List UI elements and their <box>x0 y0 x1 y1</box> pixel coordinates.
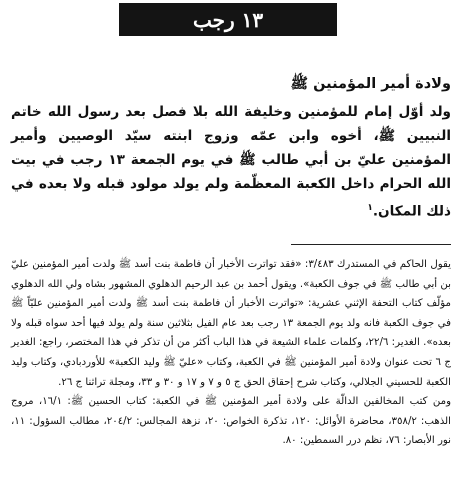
main-paragraph-block <box>11 100 451 224</box>
footnote-separator <box>291 244 451 245</box>
footnote-paragraph: ومن كتب المخالفين الدالّة على ولادة أمير المؤمنين ﷺ في الكعبة: كتاب الحسين ﷺ: ١٦/١، مروج الذهب: ٣٥٨/٢، محاضرة الأوائل: ١٢٠، تذكرة الخواص: ٢٠، نزهة المجالس: ٢٠٤/٢، مطالب السؤول: ١١، نور الأبصار: ٧٦، نظم درر السمطين: ٨٠. <box>11 396 451 447</box>
footnotes-block <box>11 255 451 451</box>
footnote-marker: ١ <box>367 203 373 213</box>
date-header: ١٣ رجب <box>119 3 337 36</box>
footnote-paragraph: يقول الحاكم في المستدرك ٣/٤٨٣: «فقد تواترت الأخبار أن فاطمة بنت أسد ﷺ ولدت أمير المؤمنين عليّ بن أبي طالب ﷺ في جوف الكعبة». ويقول أحمد بن عبد الرحيم الدهلوي المشهور بشاه ولي الله الدهلوي مؤلّف كتاب التحفة الإثني عشرية: «تواترت الأخبار أن فاطمة بنت أسد ﷺ ولدت أمير المؤمنين عليّاً ﷺ في جوف الكعبة فانه ولد يوم الجمعة ١٣ رجب بعد عام الفيل بثلاثين سنة ولم يولد فيها أحد سواه قبله ولا بعده». الغدير: ٢٢/٦، وكلمات علماء الشيعة في هذا الباب أكثر من أن تذكر في هذا المختصر، راجع: الغدير ج ٦ تحت عنوان ولادة أمير المؤمنين ﷺ في الكعبة، وكتاب «عليّ ﷺ وليد الكعبة» للأوردبادي، وكتاب وليد الكعبة للحسيني الجلالي، وكتاب شرح إحقاق الحق ج ٥ و ٧ و ١٧ و ٣٠ و ٣٣، ومجلة تراثنا ج ٢٦. <box>11 259 452 388</box>
main-paragraph-text: ولد أوّل إمام للمؤمنين وخليفة الله بلا فصل بعد رسول الله خاتم النبيين ﷺ، أخوه وابن عمّه وزوج ابنته سيّد الوصيين وأمير المؤمنين عليّ بن أبي طالب ﷺ في يوم الجمعة ١٣ رجب في بيت الله الحرام داخل الكعبة المعظّمة ولم يولد مولود قبله ولا بعده في ذلك المكان. <box>11 104 451 220</box>
section-title: ولادة أمير المؤمنين ﷺ <box>290 76 451 92</box>
main-paragraph <box>11 100 451 224</box>
